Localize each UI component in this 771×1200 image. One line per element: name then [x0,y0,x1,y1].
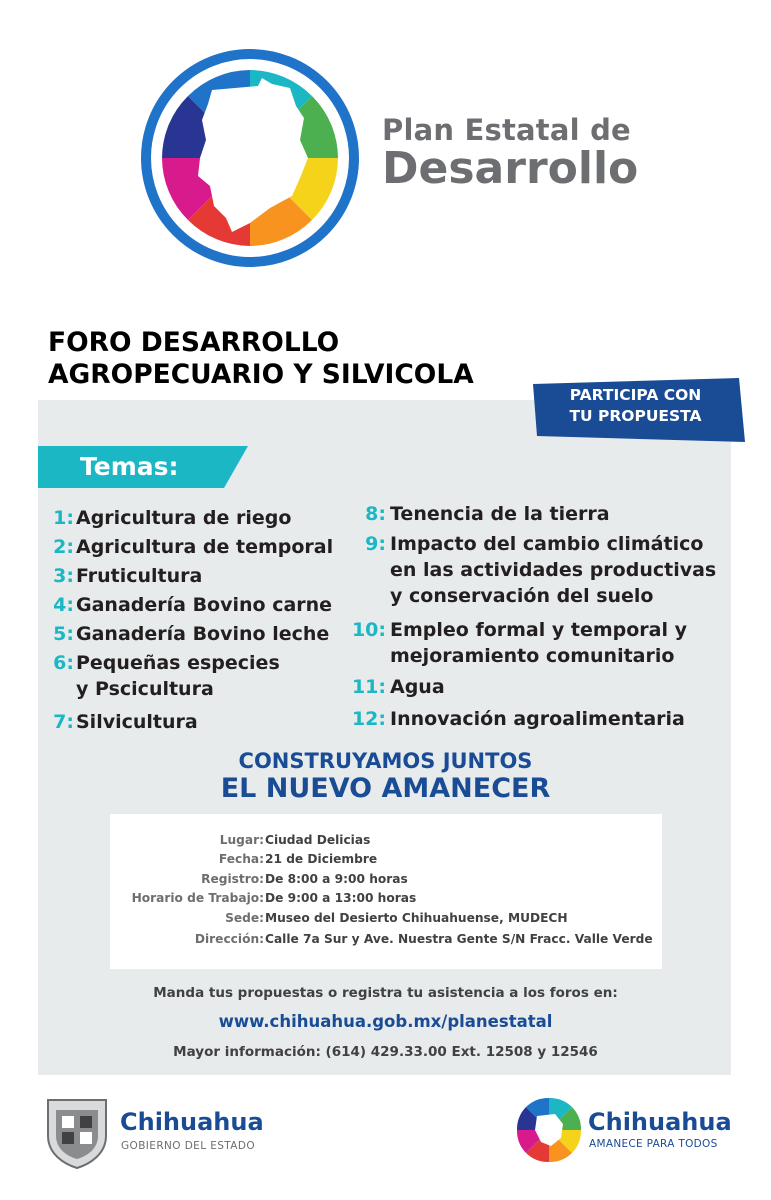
participa-line2: TU PROPUESTA [569,407,702,425]
topic-number: 8: [365,503,386,525]
topic-label: Empleo formal y temporal y [390,619,688,641]
topic-item [351,706,685,732]
info-label: Horario de Trabajo: [131,891,264,905]
topic-number: 4: [53,594,74,616]
brand-tagline: AMANECE PARA TODOS [589,1138,718,1150]
topic-number: 1: [53,507,74,529]
topic-label: Agua [390,676,445,698]
info-value: De 9:00 a 13:00 horas [265,891,417,905]
info-value: Ciudad Delicias [265,833,371,847]
topic-label: Pequeñas especies [76,652,280,674]
foro-heading [48,327,474,391]
topic-label-cont: en las actividades productivas [390,559,717,581]
slogan-line1: CONSTRUYAMOS JUNTOS [238,749,533,773]
topic-label: Ganadería Bovino leche [76,623,330,645]
topic-label: Agricultura de temporal [76,536,334,558]
topic-number: 5: [53,623,74,645]
info-label: Fecha: [218,852,264,866]
info-label: Lugar: [219,833,264,847]
topic-number: 3: [53,565,74,587]
topic-item [365,531,717,609]
topic-label: Ganadería Bovino carne [76,594,333,616]
submit-instructions: Manda tus propuestas o registra tu asistencia a los foros en: [153,985,618,1001]
info-value: 21 de Diciembre [265,852,378,866]
topic-label: Agricultura de riego [76,507,292,529]
topic-number: 11: [351,676,386,698]
chihuahua-brand-logo-icon [514,1090,584,1164]
topic-item [351,674,445,700]
topic-item [53,505,292,531]
topic-label-cont: y Pscicultura [76,678,214,700]
participa-line1: PARTICIPA CON [569,386,702,404]
info-value: De 8:00 a 9:00 horas [265,872,408,886]
plan-title-line1: Plan Estatal de [382,113,631,147]
topic-number: 7: [53,711,74,733]
gobierno-subtitle: GOBIERNO DEL ESTADO [121,1140,256,1152]
topic-item [53,592,333,618]
topic-item [365,501,610,527]
topic-number: 9: [365,533,386,555]
slogan-line2: EL NUEVO AMANECER [220,773,551,804]
plan-estatal-title [382,113,639,194]
topic-item [53,621,330,647]
brand-name: Chihuahua [588,1108,732,1136]
topic-item [53,650,280,702]
info-value: Museo del Desierto Chihuahuense, MUDECH [265,911,568,925]
topic-item [351,617,688,669]
state-shield-icon [42,1096,112,1170]
info-label: Sede: [225,911,264,925]
topic-label: Impacto del cambio climático [390,533,704,555]
topic-number: 10: [351,619,386,641]
topic-label: Silvicultura [76,711,198,733]
website-link[interactable]: www.chihuahua.gob.mx/planestatal [218,1012,553,1031]
plan-estatal-logo [140,48,360,268]
info-value: Calle 7a Sur y Ave. Nuestra Gente S/N Fracc. Valle Verde [265,932,653,946]
foro-heading-line2: AGROPECUARIO Y SILVICOLA [48,359,474,390]
topic-label-cont: y conservación del suelo [390,585,654,607]
topic-number: 2: [53,536,74,558]
temas-label: Temas: [80,452,179,481]
topic-label: Tenencia de la tierra [390,503,610,525]
topic-label: Fruticultura [76,565,203,587]
topic-item [53,534,334,560]
topic-label: Innovación agroalimentaria [390,708,685,730]
gobierno-name: Chihuahua [120,1108,264,1136]
info-label: Registro: [201,872,264,886]
topic-number: 12: [351,708,386,730]
plan-title-line2: Desarrollo [382,143,639,194]
participa-text [533,385,738,427]
topic-number: 6: [53,652,74,674]
contact-info: Mayor información: (614) 429.33.00 Ext. 12508 y 12546 [173,1044,598,1060]
info-label: Dirección: [194,932,264,946]
topic-item [53,709,198,735]
foro-heading-line1: FORO DESARROLLO [48,327,340,358]
topic-item [53,563,203,589]
event-info-box [110,814,662,969]
topic-label-cont: mejoramiento comunitario [390,645,675,667]
